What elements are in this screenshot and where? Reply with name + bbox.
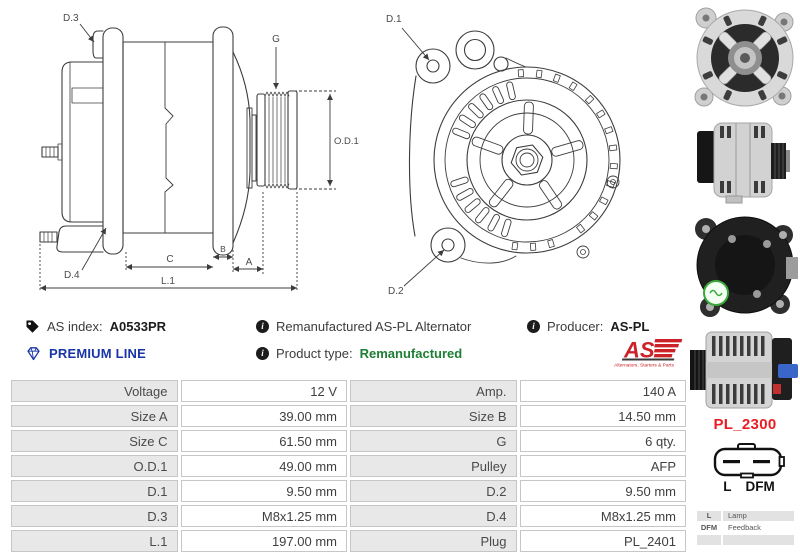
spec-label-cell: Size A <box>11 405 178 427</box>
producer-value: AS-PL <box>610 318 650 334</box>
info-icon: i <box>256 320 269 333</box>
info-icon: i <box>256 347 269 360</box>
spec-value-cell: 6 qty. <box>520 430 687 452</box>
spec-value-cell: 39.00 mm <box>181 405 348 427</box>
product-remark-row <box>256 318 471 334</box>
spec-table <box>8 377 689 555</box>
spec-label-cell: Size C <box>11 430 178 452</box>
logo-tagline: Alternators, Starters & Parts <box>614 363 674 368</box>
dim-label-d3: D.3 <box>63 13 79 24</box>
spec-label-cell: Pulley <box>350 455 517 477</box>
spec-label-cell: L.1 <box>11 530 178 552</box>
premium-line-badge <box>25 345 146 361</box>
product-photo-side-right[interactable] <box>696 117 793 205</box>
spec-value-cell: M8x1.25 mm <box>520 505 687 527</box>
spec-label-cell: G <box>350 430 517 452</box>
legend-pin: L <box>697 511 721 521</box>
spec-value-cell: 140 A <box>520 380 687 402</box>
dim-label-l1: L.1 <box>161 276 175 287</box>
producer-label: Producer: <box>547 318 604 334</box>
as-index-value: A0533PR <box>109 318 167 334</box>
product-photo-side-left[interactable] <box>690 328 800 412</box>
dim-label-g: G <box>272 34 280 45</box>
dim-label-od1: O.D.1 <box>334 136 359 147</box>
spec-label-cell: D.4 <box>350 505 517 527</box>
table-row <box>11 380 686 402</box>
side-view-technical-drawing <box>0 0 365 305</box>
list-item <box>697 535 794 545</box>
spec-label-cell: Amp. <box>350 380 517 402</box>
spec-value-cell: 12 V <box>181 380 348 402</box>
dim-label-c: C <box>166 254 174 265</box>
info-icon: i <box>527 320 540 333</box>
as-pl-brand-logo <box>596 336 688 368</box>
product-photo-rear[interactable] <box>690 207 800 325</box>
plug-pin-l: L <box>723 479 732 494</box>
table-row <box>11 430 686 452</box>
spec-label-cell: Plug <box>350 530 517 552</box>
legend-desc: Lamp <box>723 511 794 521</box>
dim-label-a: A <box>245 257 253 268</box>
product-type-label: Product type: <box>276 345 353 361</box>
list-item <box>697 523 794 533</box>
product-type-value: Remanufactured <box>359 345 463 361</box>
table-row <box>11 505 686 527</box>
as-index-row <box>25 318 166 334</box>
spec-label-cell: D.2 <box>350 480 517 502</box>
table-row <box>11 480 686 502</box>
spec-value-cell: PL_2401 <box>520 530 687 552</box>
product-photo-front[interactable] <box>692 2 798 114</box>
product-remark: Remanufactured AS-PL Alternator <box>276 318 472 334</box>
spec-value-cell: M8x1.25 mm <box>181 505 348 527</box>
spec-value-cell: 197.00 mm <box>181 530 348 552</box>
logo-text: AS <box>624 337 655 363</box>
spec-value-cell: 9.50 mm <box>520 480 687 502</box>
front-view-technical-drawing <box>358 0 688 305</box>
as-index-label: AS index: <box>47 318 103 334</box>
spec-label-cell: D.3 <box>11 505 178 527</box>
plug-pin-labels <box>712 479 786 494</box>
premium-line-label: PREMIUM LINE <box>49 345 147 361</box>
spec-label-cell: D.1 <box>11 480 178 502</box>
tag-icon <box>25 319 40 334</box>
list-item <box>697 511 794 521</box>
plug-connector-diagram <box>712 441 786 479</box>
spec-value-cell: 49.00 mm <box>181 455 348 477</box>
plug-pin-dfm: DFM <box>745 479 775 494</box>
table-row <box>11 530 686 552</box>
dim-label-d1: D.1 <box>386 14 402 25</box>
diamond-icon <box>25 346 42 361</box>
spec-value-cell: 9.50 mm <box>181 480 348 502</box>
product-type-row <box>256 345 462 361</box>
spec-value-cell: 14.50 mm <box>520 405 687 427</box>
spec-label-cell: Size B <box>350 405 517 427</box>
spec-label-cell: O.D.1 <box>11 455 178 477</box>
table-row <box>11 405 686 427</box>
dim-label-b: B <box>220 244 226 254</box>
spec-label-cell: Voltage <box>11 380 178 402</box>
pulley-code: PL_2300 <box>713 416 777 433</box>
plug-legend-table <box>697 511 794 555</box>
table-row <box>11 455 686 477</box>
spec-value-cell: 61.50 mm <box>181 430 348 452</box>
legend-pin: DFM <box>700 523 718 532</box>
dim-label-d4: D.4 <box>64 270 80 281</box>
list-item <box>697 547 794 555</box>
dim-label-d2: D.2 <box>388 286 404 297</box>
producer-row <box>527 318 649 334</box>
spec-value-cell: AFP <box>520 455 687 477</box>
legend-desc: Feedback <box>728 523 761 532</box>
